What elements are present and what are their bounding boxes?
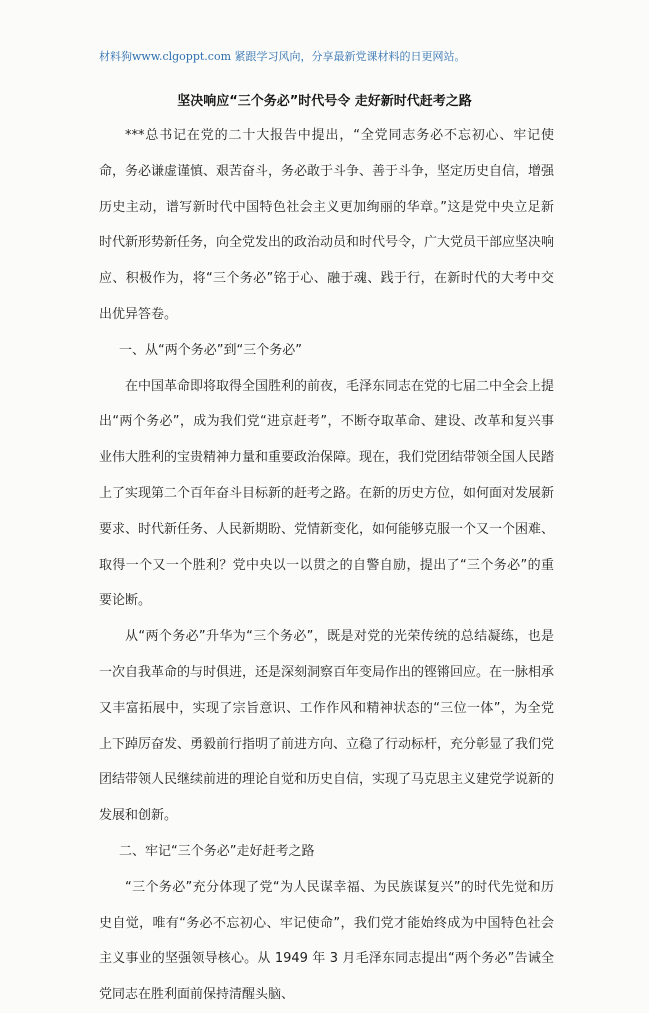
site-header — [99, 48, 466, 64]
header-suffix: 紧跟学习风向，分享最新党课材料的日更网站。 — [231, 50, 466, 63]
site-link[interactable]: www.clgoppt.com — [132, 50, 231, 63]
paragraph: “三个务必”充分体现了党“为人民谋幸福、为民族谋复兴”的时代先觉和历史自觉，唯有“务必不忘初心、牢记使命”，我们党才能始终成为中国特色社会主义事业的坚强领导核心。从 1949 年 3 月毛泽东同志提出“两个务必”告诫全党同志在胜利面前保持清醒头脑、 — [99, 879, 554, 1003]
section-heading-2: 二、牢记“三个务必”走好赶考之路 — [119, 843, 315, 859]
section-heading-1: 一、从“两个务必”到“三个务必” — [119, 342, 302, 358]
header-prefix: 材料狗 — [99, 50, 132, 63]
paragraph: 从“两个务必”升华为“三个务必”，既是对党的光荣传统的总结凝练，也是一次自我革命的与时俱进，还是深刻洞察百年变局作出的铿锵回应。在一脉相承又丰富拓展中，实现了宗旨意识、工作作风和精神状态的“三位一体”，为全党上下踔厉奋发、勇毅前行指明了前进方向、立稳了行动标杆，充分彰显了我们党团结带领人民继续前进的理论自觉和历史自信，实现了马克思主义建党学说新的发展和创新。 — [99, 629, 555, 824]
paragraph-intro: ***总书记在党的二十大报告中提出，“全党同志务必不忘初心、牢记使命，务必谦虚谨慎、艰苦奋斗，务必敢于斗争、善于斗争，坚定历史自信，增强历史主动，谱写新时代中国特色社会主义更加绚丽的华章。”这是党中央立足新时代新形势新任务，向全党发出的政治动员和时代号令，广大党员干部应坚决响应、积极作为，将“三个务必”铭于心、融于魂、践于行，在新时代的大考中交出优异答卷。 — [99, 128, 555, 322]
document-title: 坚决响应“三个务必”时代号令 走好新时代赶考之路 — [177, 94, 472, 109]
document-body — [99, 118, 554, 1013]
paragraph: 在中国革命即将取得全国胜利的前夜，毛泽东同志在党的七届二中全会上提出“两个务必”，成为我们党“进京赶考”，不断夺取革命、建设、改革和复兴事业伟大胜利的宝贵精神力量和重要政治保障。现在，我们党团结带领全国人民踏上了实现第二个百年奋斗目标新的赶考之路。在新的历史方位，如何面对发展新要求、时代新任务、人民新期盼、党情新变化，如何能够克服一个又一个困难、取得一个又一个胜利？党中央以一以贯之的自警自励，提出了“三个务必”的重要论断。 — [99, 378, 555, 609]
